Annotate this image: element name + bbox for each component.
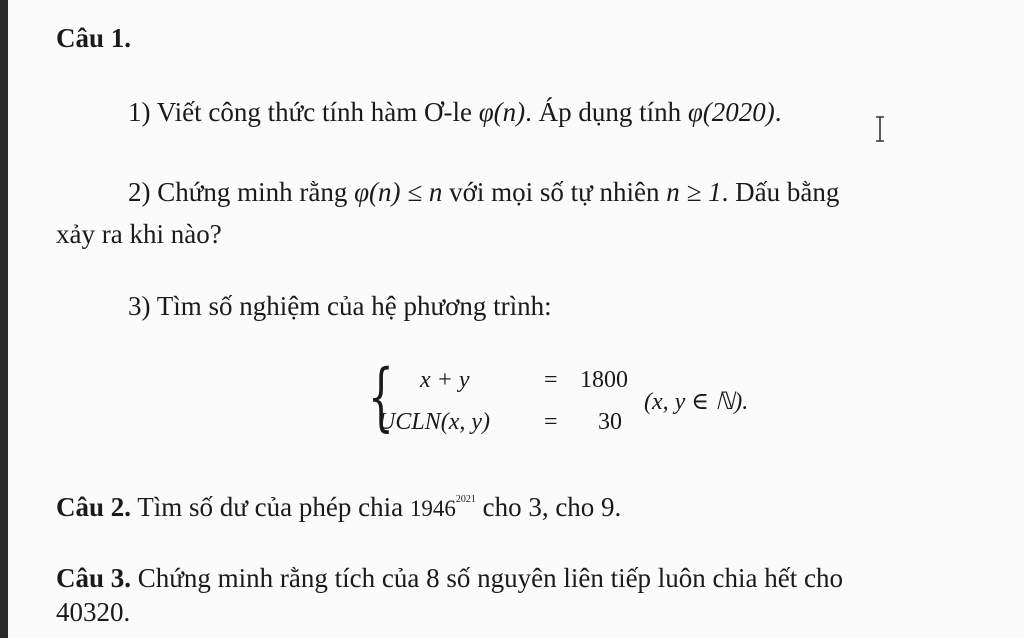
cau3-line [56,562,843,594]
phi-inequality: φ(n) ≤ n [354,177,443,207]
cau3-heading: Câu 3. [56,563,132,593]
row2-rhs: 30 [598,409,622,435]
text-cursor-icon [874,116,886,142]
n-condition: n ≥ 1 [666,177,722,207]
row2-lhs: UCLN(x, y) [378,409,490,435]
cau1-item1-prefix: 1) Viết công thức tính hàm Ơ-le [128,97,479,127]
equation-system [368,354,788,450]
row1-eq: = [544,367,558,393]
cau2-line [56,484,621,525]
left-brace: { [368,354,394,440]
power-exponent: 2021 [455,494,476,505]
row1-rhs: 1800 [580,367,628,393]
row2-eq: = [544,409,558,435]
cau1-item2-prefix: 2) Chứng minh rằng [128,177,355,207]
cau1-item1-suffix: . [774,97,782,127]
cau1-item3: 3) Tìm số nghiệm của hệ phương trình: [128,291,552,321]
row1-lhs: x + y [420,367,470,393]
cau2-heading: Câu 2. [56,492,132,522]
cau1-item1-middle: . Áp dụng tính [525,97,688,127]
left-edge-border [0,0,8,638]
phi-2020-formula: φ(2020) [687,97,775,127]
cau1-heading: Câu 1. [56,23,132,53]
document-page [8,0,1024,638]
power-base: 1946 [409,496,456,521]
cau1-item1 [128,96,782,128]
cau1-item2 [128,176,839,208]
cau3-text: Chứng minh rằng tích của 8 số nguyên liên tiếp luôn chia hết cho [131,563,843,593]
system-domain: (x, y ∈ ℕ). [644,389,749,415]
cau2-prefix: Tìm số dư của phép chia [131,492,410,522]
cau3-line2: 40320. [56,597,131,627]
cau1-item2-line2: xảy ra khi nào? [56,219,222,249]
cau1-item2-middle: với mọi số tự nhiên [442,177,667,207]
cau2-suffix: cho 3, cho 9. [475,492,622,522]
phi-n-formula: φ(n) [478,97,526,127]
cau1-item2-suffix: . Dấu bằng [721,177,840,207]
